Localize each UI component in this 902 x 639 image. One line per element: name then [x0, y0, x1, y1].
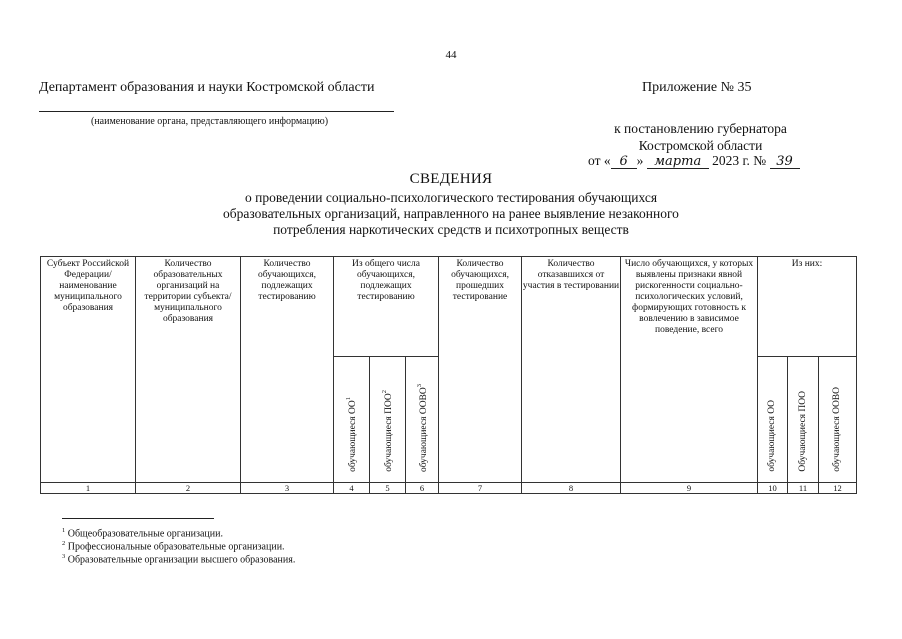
column-number: 1	[41, 483, 136, 494]
header-of-total: Из общего числа обучающихся, подлежащих тестированию	[334, 257, 439, 357]
subheader-risk-oo: обучающиеся ОО	[758, 357, 788, 483]
subtitle-line: потребления наркотических средств и психотропных веществ	[273, 222, 629, 237]
header-refused: Количество отказавшихся от участия в тестировании	[522, 257, 621, 483]
decree-number: 39	[770, 155, 800, 169]
department-name: Департамент образования и науки Костромской области	[39, 80, 375, 95]
header-of-them: Из них:	[758, 257, 857, 357]
decree-line-1: к постановлению губернатора	[614, 121, 787, 136]
header-org-count: Количество образовательных организаций на территории субъекта/ муниципального образования	[136, 257, 241, 483]
appendix-label: Приложение № 35	[642, 80, 752, 95]
decree-mid: »	[636, 153, 644, 168]
column-number: 11	[788, 483, 819, 494]
subheader-risk-poo: Обучающиеся ПОО	[788, 357, 819, 483]
subheader-oovo: обучающиеся ООВО$^3$	[406, 357, 439, 483]
column-number: 6	[406, 483, 439, 494]
subtitle-line: образовательных организаций, направленного на ранее выявление незаконного	[223, 206, 679, 221]
decree-line-2: Костромской области	[638, 138, 763, 153]
decree-month: марта	[647, 155, 709, 169]
document-subtitle	[150, 190, 752, 238]
decree-day: 6	[611, 155, 637, 169]
decree-date-line	[588, 153, 800, 169]
column-number: 5	[370, 483, 406, 494]
header-risk-count: Число обучающихся, у которых выявлены признаки явной рискогенности социально-психологических условий, формирующих готовность к вовлечению в зависимое поведение, всего	[621, 257, 758, 483]
decree-prefix: от «	[588, 153, 611, 168]
column-number: 3	[241, 483, 334, 494]
column-number: 9	[621, 483, 758, 494]
header-subject: Субъект Российской Федерации/ наименование муниципального образования	[41, 257, 136, 483]
header-tested: Количество обучающихся, прошедших тестирование	[439, 257, 522, 483]
decree-year: 2023 г. №	[712, 153, 767, 168]
subheader-poo: обучающиеся ПОО$^2$	[370, 357, 406, 483]
document-title: СВЕДЕНИЯ	[409, 171, 493, 187]
header-students-to-test: Количество обучающихся, подлежащих тестированию	[241, 257, 334, 483]
subtitle-line: о проведении социально-психологического тестирования обучающихся	[244, 190, 658, 205]
page-number: 44	[445, 49, 457, 61]
department-note: (наименование органа, представляющего информацию)	[91, 116, 329, 127]
report-table	[40, 256, 857, 494]
column-number: 2	[136, 483, 241, 494]
department-underline	[39, 111, 394, 112]
footnote-separator	[62, 518, 214, 519]
footnote-3: $^3$ Образовательные организации высшего образования.	[62, 553, 296, 566]
column-number: 4	[334, 483, 370, 494]
footnote-1: $^1$ Общеобразовательные организации.	[62, 527, 223, 540]
column-number: 10	[758, 483, 788, 494]
column-number: 12	[819, 483, 857, 494]
footnote-2: $^2$ Профессиональные образовательные организации.	[62, 540, 285, 553]
column-number: 8	[522, 483, 621, 494]
subheader-oo: обучающиеся $ОО^1$	[334, 357, 370, 483]
column-number: 7	[439, 483, 522, 494]
subheader-risk-oovo: обучающиеся ООВО	[819, 357, 857, 483]
